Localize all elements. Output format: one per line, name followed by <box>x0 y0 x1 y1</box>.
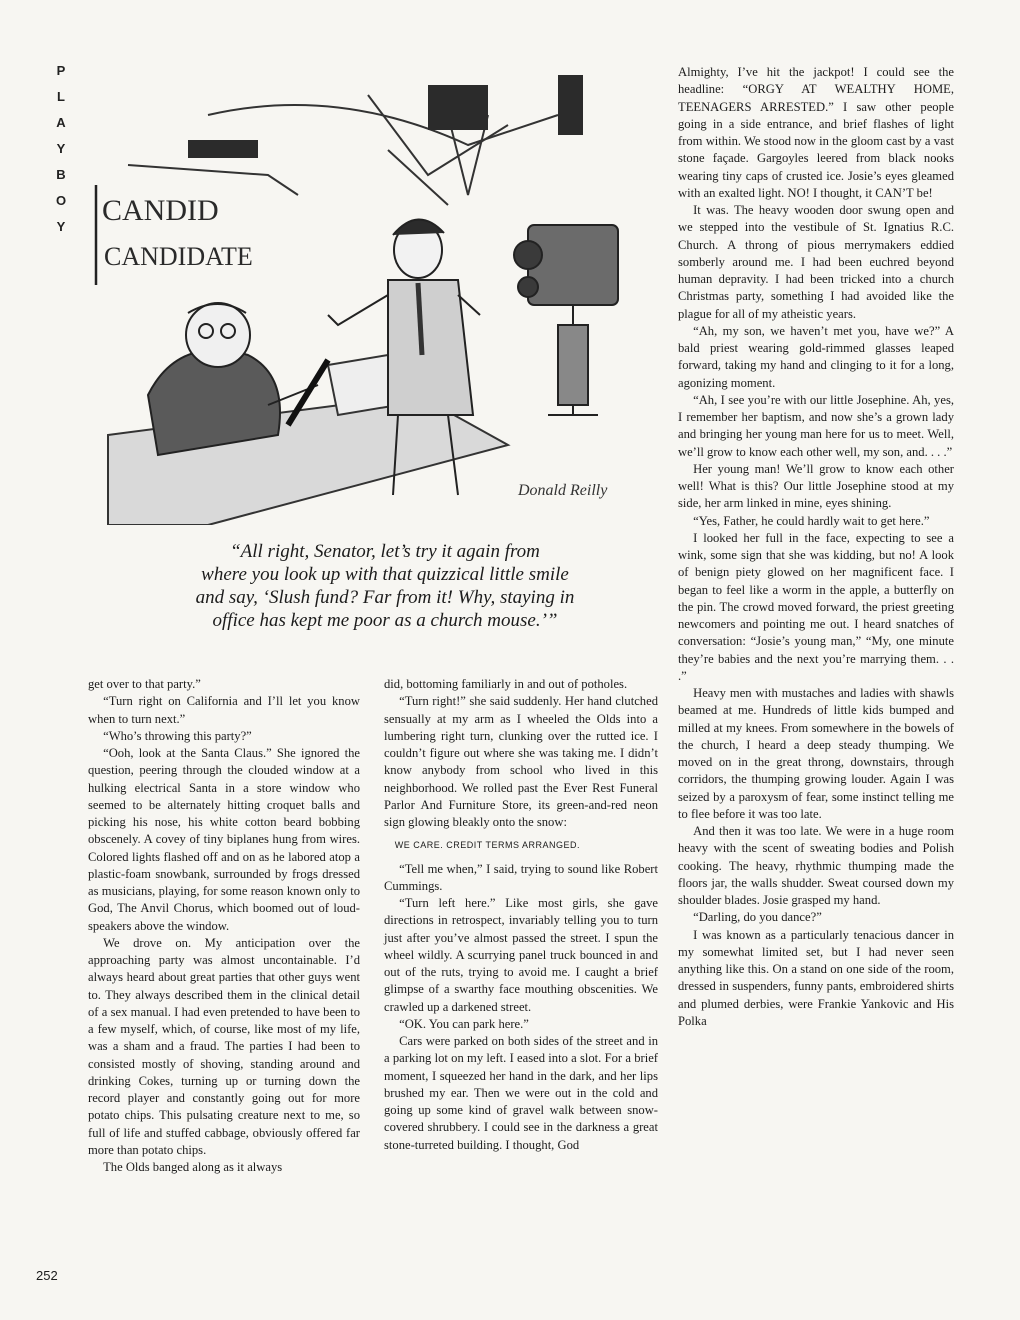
paragraph: Almighty, I’ve hit the jackpot! I could see the headline: “ORGY AT WEALTHY HOME, TEENAGERS ARRESTED.” I saw other people going in a side entrance, and brief flashes of light from within. We stood now in the gloom cast by a vast stone façade. Gargoyles leered from black nooks wearing tiny caps of crusted ice. Josie’s eyes gleamed with an exalted light. NO! I thought, it CAN’T be! <box>678 65 954 200</box>
page-number: 252 <box>36 1268 58 1283</box>
paragraph: I looked her full in the face, expecting to see a wink, some sign that she was kidding, but no! A look of benign piety glowed on her magnificent face. I began to feel like a worm in the apple, a butterfly on the pin. The crowd moved forward, the priest greeting newcomers and pointing me out. I heard snatches of conversation: “Josie’s young man,” “My, one minute they’re babies and the next you’re marrying them. . . .” <box>678 530 954 683</box>
paragraph: “Ah, my son, we haven’t met you, have we?” A bald priest wearing gold-rimmed glasses leaped forward, taking my hand and clinging to it for a long, agonizing moment. <box>678 323 954 390</box>
paragraph: get over to that party.” <box>88 677 201 691</box>
paragraph: “Ooh, look at the Santa Claus.” She ignored the question, peering through the clouded window at a hulking electrical Santa in a store window who seemed to be alternately hitting croquet balls and picking his nose, his white cotton beard bobbing obscenely. A covey of tiny biplanes hung from wires. Colored lights flashed off and on as he labored atop a plastic-foam snowbank, surrounded by frogs dressed as musicians, playing, for some reason known only to God, The Anvil Chorus, which boomed out of loud-speakers above the window. <box>88 746 360 933</box>
text-column-3 <box>678 64 954 1030</box>
caption-line: office has kept me poor as a church mouse.’” <box>212 610 558 631</box>
paragraph: We drove on. My anticipation over the approaching party was almost uncontainable. I’d always heard about great parties that other guys went to. They always described them in the clinical detail of a sex manual. I had even pretended to have been to a few myself, which, of course, like most of my life, was a sham and a fraud. The parties I had been to consisted mostly of shoving, standing around and drinking Cokes, turning up or turning down the record player and constantly going out for more potato chips. This pulsating creature next to me, so full of life and stuffed cabbage, obviously offered far more than potato chips. <box>88 935 360 1157</box>
paragraph: It was. The heavy wooden door swung open and we stepped into the vestibule of St. Ignatius R.C. Church. A throng of pious merrymakers eddied somberly around me. I had been euchred beyond human depravity. I had been tricked into a church Christmas party, something I had avoided like the plague for all of my atheistic years. <box>678 203 954 321</box>
paragraph: And then it was too late. We were in a huge room heavy with the scent of sweating bodies and Polish cooking. The heavy, rhythmic thumping made the floors jar, the walls shudder. Sweat coursed down my shoulder blades. Josie grasped my hand. <box>678 824 954 907</box>
paragraph: “Turn left here.” Like most girls, she gave directions in retrospect, invariably telling you to turn just after you’ve almost passed the street. I spun the wheel wildly. A scurrying panel truck bounced in and out of the ruts, trying to avoid me. I caught a brief glimpse of a swarthy face mouthing obscenities. We crawled up a darkened street. <box>384 896 658 1014</box>
masthead-letter: B <box>56 167 66 182</box>
masthead-letter: A <box>56 115 66 130</box>
cartoon-caption <box>150 540 620 632</box>
masthead-letter: P <box>56 63 66 78</box>
paragraph: Heavy men with mustaches and ladies with shawls beamed at me. Hundreds of little kids bumped and milled at my knees. From somewhere in the bowels of the church, I heard a deep steady thumping. We moved on in the great throng, downstairs, through corridors, the thumping growing louder. Again I was seized by a paroxysm of fear, some instinct telling me to flee before it was too late. <box>678 686 954 821</box>
cartoon-illustration <box>88 55 668 525</box>
paragraph: “Turn right on California and I’ll let you know when to turn next.” <box>88 694 360 726</box>
paragraph: “Who’s throwing this party?” <box>103 728 252 743</box>
caption-line: where you look up with that quizzical little smile <box>201 564 569 585</box>
paragraph: “Ah, I see you’re with our little Josephine. Ah, yes, I remember her baptism, and now she’s a grown lady and bringing her young man here for us to meet. Well, we’ll grow to know each other well, my son, and. . . .” <box>678 392 954 459</box>
masthead-letter: O <box>55 193 67 208</box>
paragraph: Cars were parked on both sides of the street and in a parking lot on my left. I eased into a slot. For a brief moment, I squeezed her hand in the dark, and her lips brushed my ear. Then we were out in the cold and going up some kind of gravel walk between snow-covered shrubbery. I could see in the darkness a great stone-turreted building. I thought, God <box>384 1034 658 1152</box>
artist-signature: Donald Reilly <box>518 482 608 499</box>
neon-sign-text: WE CARE. CREDIT TERMS ARRANGED. <box>394 840 580 851</box>
paragraph: “Yes, Father, he could hardly wait to get here.” <box>693 513 930 528</box>
paragraph: “Darling, do you dance?” <box>693 910 822 925</box>
paragraph: Her young man! We’ll grow to know each other well! What is this? Our little Josephine stood at my side, her arm linked in mine, eyes shining. <box>678 461 954 511</box>
masthead-letter: Y <box>56 141 66 156</box>
masthead-letter: Y <box>56 219 66 234</box>
masthead-vertical <box>52 58 70 234</box>
caption-line: and say, ‘Slush fund? Far from it! Why, staying in <box>195 587 575 608</box>
sign-line-2: CANDIDATE <box>104 242 253 271</box>
paragraph: did, bottoming familiarly in and out of potholes. <box>384 677 628 691</box>
masthead-letter: L <box>57 89 65 104</box>
paragraph: “OK. You can park here.” <box>399 1016 529 1031</box>
text-column-1 <box>88 676 360 1176</box>
sign-line-1: CANDID <box>102 194 219 227</box>
caption-line: “All right, Senator, let’s try it again from <box>230 541 540 562</box>
paragraph: “Tell me when,” I said, trying to sound like Robert Cummings. <box>384 861 658 893</box>
paragraph: “Turn right!” she said suddenly. Her hand clutched sensually at my arm as I wheeled the Olds into a lumbering right turn, clunking over the rutted ice. I couldn’t figure out where she was taking me. I didn’t know anybody from school who lived in this neighborhood. We rolled past the Ever Rest Funeral Parlor And Furniture Store, its green-and-red neon sign glowing bleakly onto the snow: <box>384 694 658 829</box>
text-column-2 <box>384 676 658 1154</box>
paragraph: The Olds banged along as it always <box>103 1160 283 1174</box>
paragraph: I was known as a particularly tenacious dancer in my somewhat limited set, but I had never seen anything like this. On a stand on one side of the room, dressed in suspenders, funny pants, embroidered shirts and plumed derbies, were Frankie Yankovic and His Polka <box>678 927 954 1028</box>
